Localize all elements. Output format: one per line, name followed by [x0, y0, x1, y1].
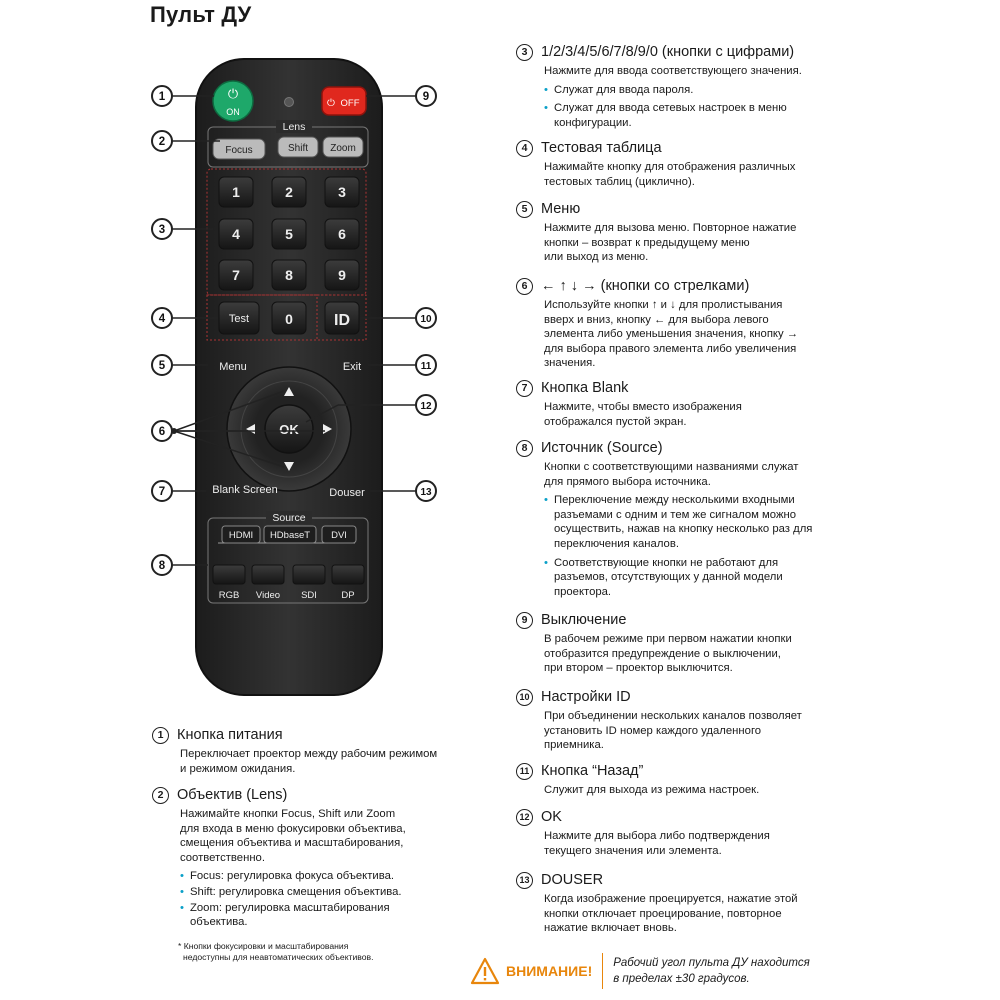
section-text: смещения объектива и масштабирования, [180, 837, 404, 850]
callout-6 [152, 421, 172, 441]
digit-label: 6 [338, 226, 346, 242]
section-text: текущего значения или элемента. [544, 844, 722, 857]
digit-4-button[interactable] [219, 219, 253, 249]
callout-12 [416, 395, 436, 415]
digit-7-button[interactable] [219, 260, 253, 290]
warning-line: Рабочий угол пульта ДУ находится [613, 957, 810, 969]
callout-number: 12 [420, 401, 432, 412]
source-label: HDbaseT [269, 530, 311, 541]
section-text: Нажмите для ввода соответствующего значения. [544, 65, 802, 77]
bullet-item: • Переключение между несколькими входными разъемами с одним и тем же сигналом можно осуществить, нажав на кнопку несколько раз для переключения каналов. [544, 493, 834, 551]
source-hdmi-button[interactable] [222, 526, 260, 543]
warning-line: в пределах ±30 градусов. [613, 973, 750, 985]
section-text: Нажмите, чтобы вместо изображения [544, 401, 742, 413]
bullet-item: • Служат для ввода пароля. [544, 83, 834, 98]
section-number: 5 [516, 201, 533, 218]
id-button[interactable] [325, 302, 359, 334]
section-number: 1 [152, 727, 169, 744]
section-title: Настройки ID [541, 689, 631, 705]
douser-button[interactable]: Douser [329, 487, 365, 499]
digit-3-button[interactable] [325, 177, 359, 207]
section-number: 13 [516, 872, 533, 889]
power-on-button[interactable] [213, 81, 253, 121]
digit-6-button[interactable] [325, 219, 359, 249]
section-text: Служит для выхода из режима настроек. [544, 784, 760, 796]
footnote-line: недоступны для неавтоматических объективов. [183, 952, 374, 962]
warning-divider [602, 953, 603, 989]
zero-button[interactable] [272, 302, 306, 334]
section-8 [516, 439, 861, 603]
callout-8 [152, 555, 172, 575]
section-6 [516, 277, 861, 371]
section-text: Нажмите для выбора либо подтверждения [544, 830, 770, 842]
section-text: тестовых таблиц (циклично). [544, 175, 695, 188]
digit-label: 4 [232, 226, 240, 242]
section-text: Переключает проектор между рабочим режимом [180, 748, 438, 760]
digit-label: 3 [338, 184, 346, 200]
power-off-button[interactable] [322, 87, 366, 115]
callout-9 [416, 86, 436, 106]
callout-number: 9 [422, 91, 430, 103]
section-9 [516, 611, 861, 676]
menu-button[interactable]: Menu [219, 361, 247, 373]
section-number: 4 [516, 140, 533, 157]
callout-number: 5 [158, 360, 166, 372]
source-label: Source [272, 512, 306, 524]
section-text: вверх и вниз, кнопку ← для выбора левого [544, 313, 769, 326]
bullet-item: • Zoom: регулировка масштабирования объектива. [180, 901, 430, 930]
digit-9-button[interactable] [325, 260, 359, 290]
source-hdbaset-button[interactable] [264, 526, 316, 543]
bullet-item: • Соответствующие кнопки не работают для разъемов, отсутствующих у данной модели проектора. [544, 556, 834, 600]
section-title: Меню [541, 201, 581, 217]
section-text: приемника. [544, 739, 604, 752]
power-off-icon: ⏻ [327, 98, 335, 109]
zoom-label: Zoom [330, 143, 356, 154]
ok-button[interactable] [265, 405, 313, 453]
section-title: DOUSER [541, 872, 604, 888]
zoom-button[interactable] [323, 137, 363, 157]
section-3 [516, 43, 861, 134]
section-title: Тестовая таблица [541, 140, 662, 156]
section-number: 9 [516, 612, 533, 629]
focus-label: Focus [225, 145, 253, 156]
digit-label: 1 [232, 184, 240, 200]
power-icon: ⏻ [227, 87, 239, 102]
callout-1 [152, 86, 172, 106]
callout-number: 1 [158, 91, 166, 103]
callout-4 [152, 308, 172, 328]
source-dvi-button[interactable] [322, 526, 356, 543]
source-label: DVI [331, 530, 347, 541]
warning-word: ВНИМАНИЕ! [506, 963, 593, 979]
section-7 [516, 379, 861, 429]
section-number: 7 [516, 380, 533, 397]
callout-5 [152, 355, 172, 375]
section-text: для выбора правого элемента либо увеличения [544, 342, 797, 355]
section-title: OK [541, 809, 562, 825]
section-title: 1/2/3/4/5/6/7/8/9/0 (кнопки с цифрами) [541, 44, 795, 60]
section-text: соответственно. [180, 851, 265, 864]
bullet-item: • Focus: регулировка фокуса объектива. [180, 869, 430, 884]
warning-text [613, 955, 809, 987]
section-text: кнопки – возврат к предыдущему меню [544, 236, 750, 249]
test-label: Test [228, 313, 250, 325]
bullet-item: • Служат для ввода сетевых настроек в меню конфигурации. [544, 101, 834, 130]
section-title: Кнопка Blank [541, 380, 629, 396]
section-number: 3 [516, 44, 533, 61]
section-text: при втором – проектор выключится. [544, 662, 733, 675]
digit-8-button[interactable] [272, 260, 306, 290]
id-label: ID [334, 312, 350, 329]
section-5 [516, 200, 861, 265]
section-title: Объектив (Lens) [177, 787, 288, 803]
page-title: Пульт ДУ [150, 2, 252, 27]
ir-led-indicator [285, 98, 294, 107]
digit-label: 9 [338, 267, 346, 283]
section-number: 2 [152, 787, 169, 804]
digit-label: 7 [232, 267, 240, 283]
section-text: для прямого выбора источника. [544, 475, 711, 488]
focus-button[interactable] [213, 139, 265, 159]
digit-label: 2 [285, 184, 293, 200]
ok-label: OK [279, 422, 299, 437]
callout-number: 6 [158, 426, 166, 438]
section-text: отображался пустой экран. [544, 415, 687, 428]
section-12 [516, 808, 861, 858]
section-text: для входа в меню фокусировки объектива, [180, 822, 406, 835]
section-title: Кнопка питания [177, 727, 283, 743]
power-off-label: OFF [340, 98, 360, 109]
section-number: 8 [516, 440, 533, 457]
section-2 [152, 786, 482, 931]
section-text: элемента либо уменьшения значения, кнопку → [544, 328, 799, 341]
section-text: отобразится предупреждение о выключении, [544, 647, 781, 660]
callout-7 [152, 481, 172, 501]
digit-label: 8 [285, 267, 293, 283]
section-text: Нажимайте кнопки Focus, Shift или Zoom [180, 808, 396, 820]
section-title: Источник (Source) [541, 440, 663, 456]
warning-box [470, 950, 870, 992]
callout-13 [416, 481, 436, 501]
section-title: Выключение [541, 612, 627, 628]
section-text: и режимом ожидания. [180, 762, 296, 775]
test-button[interactable] [219, 302, 259, 334]
section-4 [516, 139, 861, 189]
source-label: HDMI [228, 530, 254, 541]
callout-11 [416, 355, 436, 375]
footnote-line: * Кнопки фокусировки и масштабирования [178, 941, 349, 951]
callout-number: 10 [420, 314, 432, 325]
callout-number: 2 [158, 136, 166, 148]
section-text: Нажимайте кнопку для отображения различных [544, 161, 796, 173]
section-text: Используйте кнопки ↑ и ↓ для пролистывания [544, 299, 783, 311]
section-10 [516, 688, 861, 753]
callout-number: 13 [420, 487, 432, 498]
section-text: кнопки отключает проецирование, повторное [544, 907, 782, 920]
source-label: SDI [301, 590, 317, 601]
source-label: Video [255, 590, 281, 601]
source-label: RGB [218, 590, 240, 601]
section-number: 10 [516, 689, 533, 706]
section-title: ← ↑ ↓ → (кнопки со стрелками) [541, 278, 750, 294]
section-text: Нажмите для вызова меню. Повторное нажатие [544, 222, 797, 234]
callout-number: 4 [158, 313, 166, 325]
section-text: В рабочем режиме при первом нажатии кнопки [544, 633, 792, 645]
shift-button[interactable] [278, 137, 318, 157]
source-video-button[interactable] [252, 565, 284, 601]
digit-1-button[interactable] [219, 177, 253, 207]
shift-label: Shift [287, 143, 309, 154]
section-text: или выход из меню. [544, 251, 649, 264]
blank-screen-button[interactable]: Blank Screen [212, 484, 278, 496]
digit-2-button[interactable] [272, 177, 306, 207]
digit-5-button[interactable] [272, 219, 306, 249]
warning-triangle-icon [470, 957, 500, 985]
callout-number: 8 [158, 560, 166, 572]
section-text: нажатие включает вновь. [544, 922, 677, 935]
zero-label: 0 [285, 311, 293, 327]
section-text: установить ID номер каждого удаленного [544, 724, 762, 737]
callout-number: 3 [158, 224, 166, 236]
section-number: 6 [516, 278, 533, 295]
callout-number: 7 [158, 486, 166, 498]
section-number: 12 [516, 809, 533, 826]
section-text: При объединении нескольких каналов позволяет [544, 710, 802, 722]
callout-number: 11 [420, 361, 432, 372]
section-number: 11 [516, 763, 533, 780]
section-13 [516, 871, 861, 936]
section-text: значения. [544, 357, 596, 370]
callout-3 [152, 219, 172, 239]
exit-button[interactable]: Exit [342, 361, 362, 373]
section-title: Кнопка “Назад” [541, 763, 644, 779]
footnote [178, 941, 438, 963]
section-11 [516, 762, 861, 798]
section-text: Кнопки с соответствующими названиями служат [544, 461, 799, 473]
callout-2 [152, 131, 172, 151]
lens-label: Lens [282, 121, 306, 133]
callout-10 [416, 308, 436, 328]
digit-label: 5 [285, 226, 293, 242]
bullet-item: • Shift: регулировка смещения объектива. [180, 885, 430, 900]
section-text: Когда изображение проецируется, нажатие этой [544, 893, 798, 905]
section-1 [152, 726, 492, 776]
power-on-label: ON [226, 107, 240, 117]
source-label: DP [341, 590, 355, 601]
